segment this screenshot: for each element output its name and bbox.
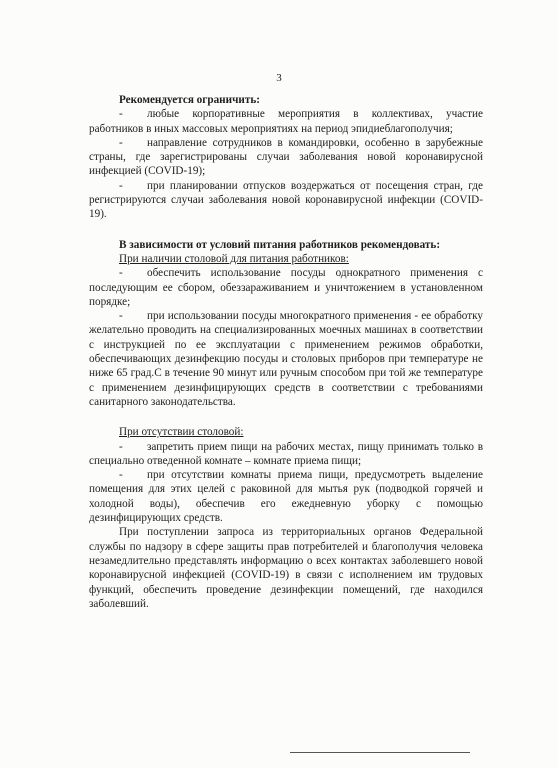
food-heading: В зависимости от условий питания работников рекомендовать:: [119, 238, 441, 251]
restrict-item-3: [89, 179, 483, 222]
list-dash: -: [119, 440, 123, 453]
restrict-item-3-text: при планировании отпусков воздержаться от посещения стран, где регистрируются случаи заболевания новой коронавирусной инфекции (COVID-19).: [89, 179, 483, 221]
no-canteen-item-2-text: при отсутствии комнаты приема пищи, предусмотреть выделение помещения для этих целей с раковиной для мытья рук (подводкой горячей и холодной воды), обеспечив его ежедневную уборку с помощью дезинфицирующих средств.: [89, 469, 483, 525]
no-canteen-item-1-text: запретить прием пищи на рабочих местах, пищу принимать только в специально отведенной комнате – комнате приема пищи;: [89, 440, 483, 467]
page-number: 3: [276, 72, 282, 84]
canteen-subhead: При наличии столовой для питания работников:: [119, 252, 349, 265]
canteen-item-2-text: при использовании посуды многократного применения - ее обработку желательно проводить на специализированных моечных машинах в соответствии с инструкцией по ее эксплуатации с применением режимов обработки, обеспечивающих дезинфекцию посуды и столовых приборов при температуре не ниже 65 град.С в течение 90 минут или ручным способом при той же температуре с применением дезинфицирующих средств в соответствии с требованиями санитарного законодательства.: [89, 310, 483, 408]
restrict-item-1: [89, 107, 483, 136]
document-body: [89, 93, 483, 611]
footer-rule: [290, 752, 470, 753]
restrict-item-2-text: направление сотрудников в командировки, особенно в зарубежные страны, где зарегистрированы случаи заболевания новой коронавирусной инфекцией (COVID-19);: [89, 136, 483, 178]
list-dash: -: [119, 136, 123, 149]
no-canteen-subhead: При отсутствии столовой:: [119, 426, 244, 439]
restrict-item-1-text: любые корпоративные мероприятия в коллективах, участие работников в иных массовых мероприятиях на период эпидиеблагополучия;: [89, 108, 483, 135]
list-dash: -: [119, 179, 123, 192]
no-canteen-item-2: [89, 468, 483, 525]
canteen-item-1-text: обеспечить использование посуды однократного применения с последующим ее сбором, обеззараживанием и уничтожением в установленном порядке;: [89, 267, 483, 308]
final-paragraph: При поступлении запроса из территориальных органов Федеральной службы по надзору в сфере защиты прав потребителей и благополучия человека незамедлительно представлять информацию о всех контактах заболевшего новой коронавирусной инфекцией (COVID-19) в связи с исполнением им трудовых функций, обеспечить проведение дезинфекции помещений, где находился заболевший.: [89, 526, 483, 610]
list-dash: -: [119, 267, 123, 280]
canteen-item-2: [89, 309, 483, 409]
list-dash: -: [119, 469, 123, 482]
canteen-item-1: [89, 266, 483, 309]
restrict-heading: Рекомендуется ограничить:: [119, 94, 260, 106]
list-dash: -: [119, 310, 123, 323]
list-dash: -: [119, 108, 123, 121]
restrict-item-2: [89, 136, 483, 179]
no-canteen-item-1: [89, 440, 483, 469]
